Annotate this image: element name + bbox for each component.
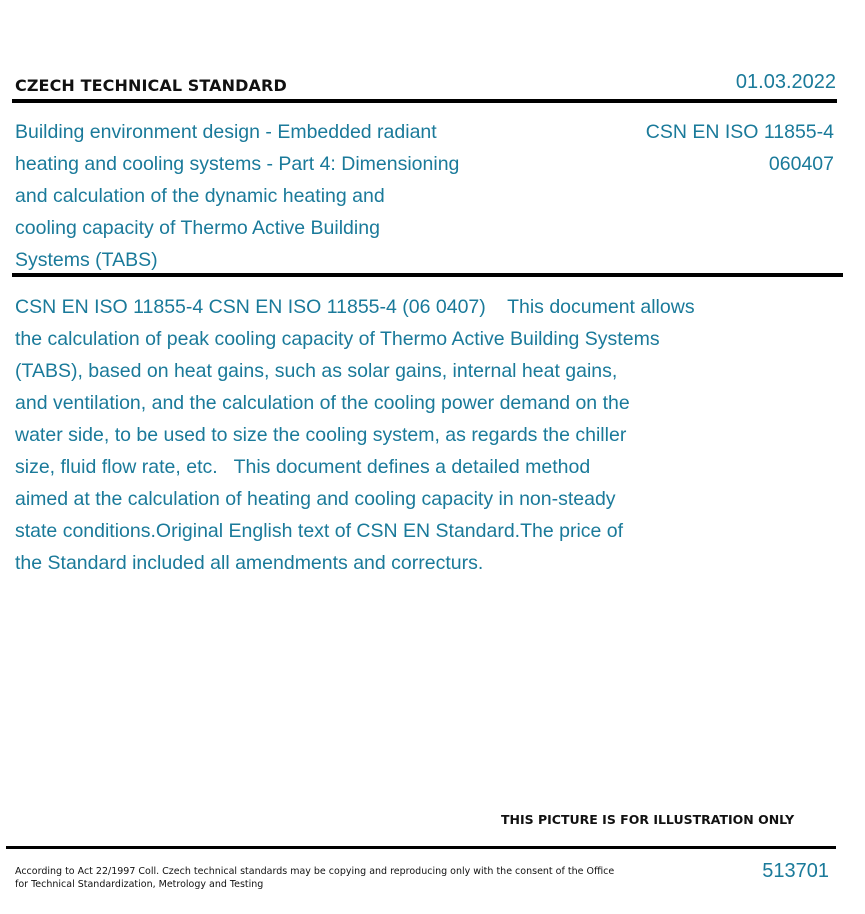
illustration-disclaimer: THIS PICTURE IS FOR ILLUSTRATION ONLY (501, 812, 795, 827)
abstract-line: the Standard included all amendments and correcturs. (15, 552, 484, 574)
title-line: Systems (TABS) (15, 249, 158, 271)
abstract-line: size, fluid flow rate, etc. This document defines a detailed method (15, 456, 591, 478)
standard-title (15, 116, 515, 276)
classification-number: 060407 (768, 153, 834, 175)
catalog-number: 513701 (762, 860, 829, 882)
abstract-line: the calculation of peak cooling capacity of Thermo Active Building Systems (15, 328, 660, 350)
standard-label: CZECH TECHNICAL STANDARD (15, 76, 287, 95)
header-divider (12, 99, 837, 103)
title-line: heating and cooling systems - Part 4: Dimensioning (15, 153, 460, 175)
standard-codes (646, 116, 834, 180)
legal-notice-line: for Technical Standardization, Metrology and Testing (15, 879, 264, 890)
title-line: and calculation of the dynamic heating and (15, 185, 385, 207)
abstract-line: CSN EN ISO 11855-4 CSN EN ISO 11855-4 (06 0407) This document allows (15, 296, 695, 318)
legal-notice-line: According to Act 22/1997 Coll. Czech technical standards may be copying and reproducing only with the consent of the Office (15, 866, 615, 877)
title-line: cooling capacity of Thermo Active Building (15, 217, 380, 239)
legal-notice (15, 865, 615, 891)
standard-designation: CSN EN ISO 11855-4 (645, 121, 834, 143)
standard-abstract (15, 291, 775, 579)
abstract-line: (TABS), based on heat gains, such as solar gains, internal heat gains, (15, 360, 618, 382)
title-line: Building environment design - Embedded radiant (15, 121, 437, 143)
abstract-line: and ventilation, and the calculation of the cooling power demand on the (15, 392, 630, 414)
title-divider (12, 273, 843, 277)
abstract-line: aimed at the calculation of heating and cooling capacity in non-steady (15, 488, 616, 510)
abstract-line: water side, to be used to size the cooling system, as regards the chiller (15, 424, 627, 446)
publication-date: 01.03.2022 (735, 71, 836, 93)
abstract-line: state conditions.Original English text of CSN EN Standard.The price of (15, 520, 624, 542)
footer-divider (6, 846, 836, 849)
